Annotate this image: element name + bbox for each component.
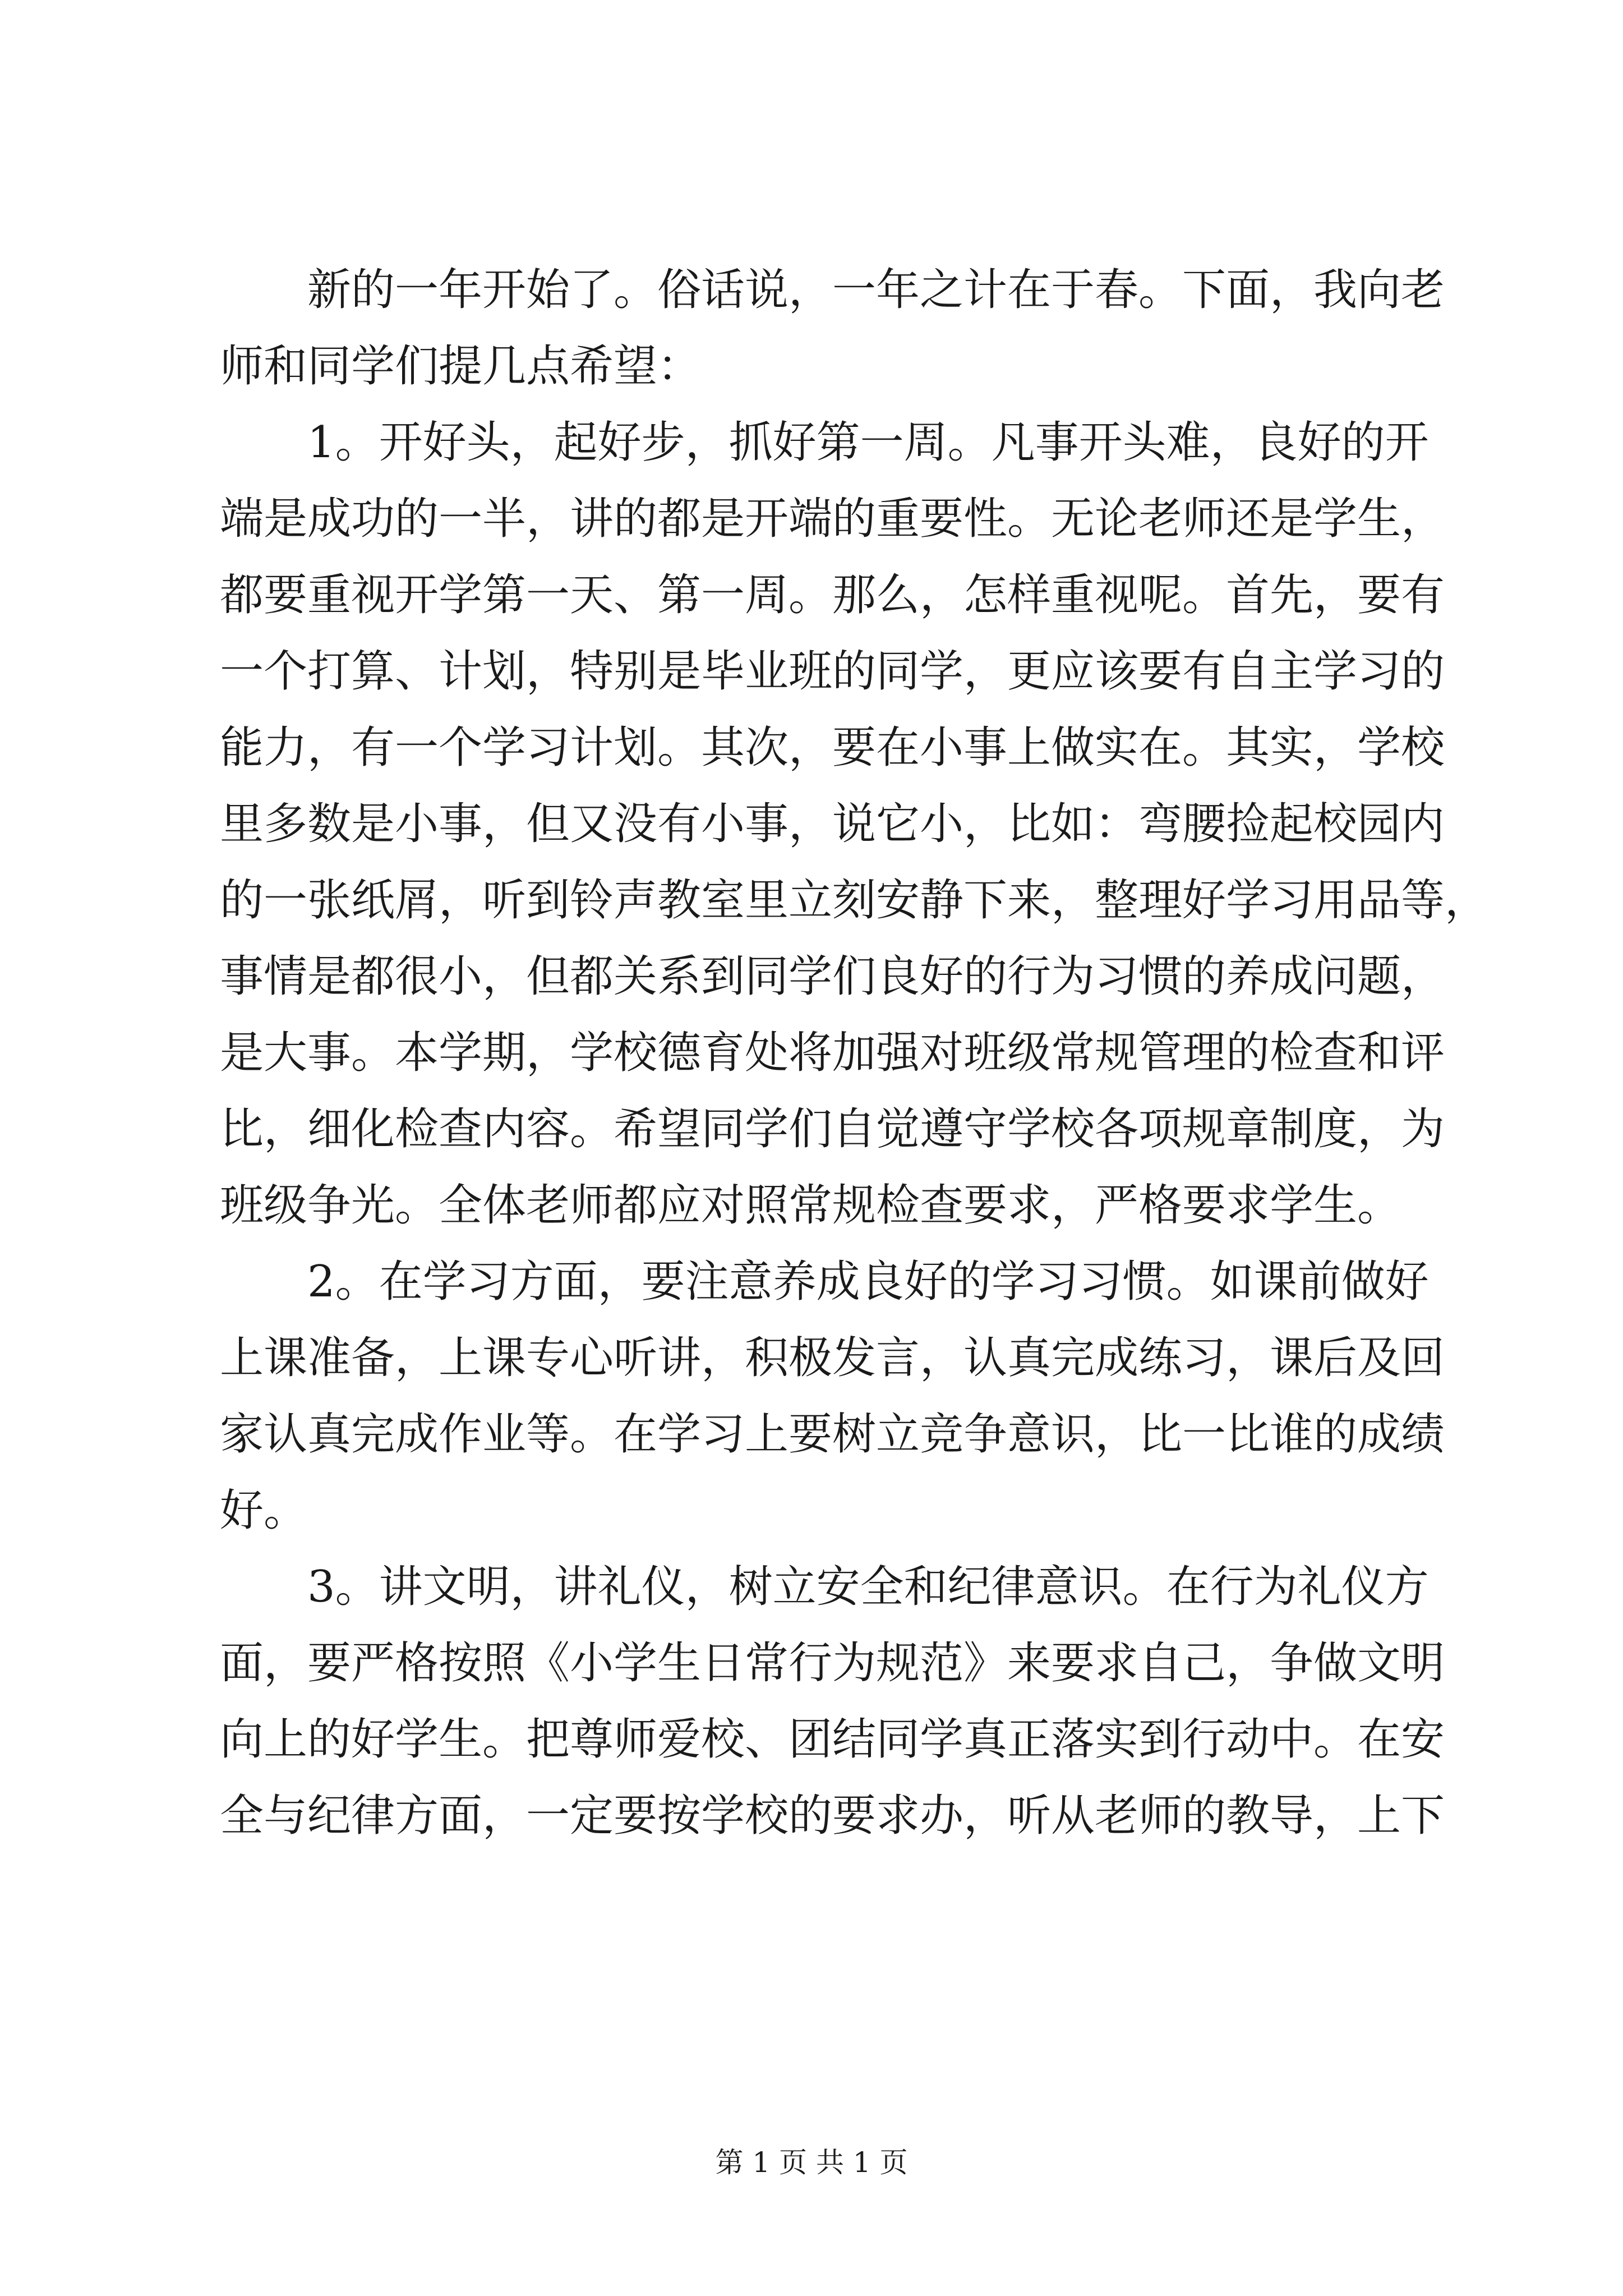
text-line: 事情是都很小，但都关系到同学们良好的行为习惯的养成问题，: [220, 951, 1445, 1002]
text-line: 都要重视开学第一天、第一周。那么，怎样重视呢。首先，要有: [220, 570, 1445, 620]
text-line: 新的一年开始了。俗话说，一年之计在于春。下面，我向老: [220, 265, 1445, 315]
text-line: 家认真完成作业等。在学习上要树立竞争意识，比一比谁的成绩: [220, 1409, 1445, 1460]
text-line: 3。讲文明，讲礼仪，树立安全和纪律意识。在行为礼仪方: [220, 1562, 1429, 1612]
text-line: 上课准备，上课专心听讲，积极发言，认真完成练习，课后及回: [220, 1333, 1445, 1383]
text-line: 全与纪律方面，一定要按学校的要求办，听从老师的教导，上下: [220, 1791, 1445, 1841]
page-number-footer: 第 1 页 共 1 页: [715, 2146, 908, 2179]
text-line: 师和同学们提几点希望：: [220, 341, 702, 392]
text-line: 能力，有一个学习计划。其次，要在小事上做实在。其实，学校: [220, 723, 1445, 773]
text-line: 2。在学习方面，要注意养成良好的学习习惯。如课前做好: [220, 1257, 1429, 1307]
text-line: 班级争光。全体老师都应对照常规检查要求，严格要求学生。: [220, 1180, 1401, 1231]
text-line: 面，要严格按照《小学生日常行为规范》来要求自己，争做文明: [220, 1638, 1445, 1688]
text-line: 一个打算、计划，特别是毕业班的同学，更应该要有自主学习的: [220, 646, 1445, 697]
text-line: 端是成功的一半，讲的都是开端的重要性。无论老师还是学生，: [220, 494, 1445, 544]
text-line: 比，细化检查内容。希望同学们自觉遵守学校各项规章制度，为: [220, 1104, 1445, 1154]
text-line: 向上的好学生。把尊师爱校、团结同学真正落实到行动中。在安: [220, 1714, 1445, 1765]
text-line: 里多数是小事，但又没有小事，说它小，比如：弯腰捡起校园内: [220, 799, 1445, 849]
text-line: 的一张纸屑，听到铃声教室里立刻安静下来，整理好学习用品等，: [220, 875, 1489, 926]
text-line: 是大事。本学期，学校德育处将加强对班级常规管理的检查和评: [220, 1028, 1445, 1078]
text-line: 1。开好头，起好步，抓好第一周。凡事开头难，良好的开: [220, 417, 1429, 468]
text-line: 好。: [220, 1485, 308, 1536]
